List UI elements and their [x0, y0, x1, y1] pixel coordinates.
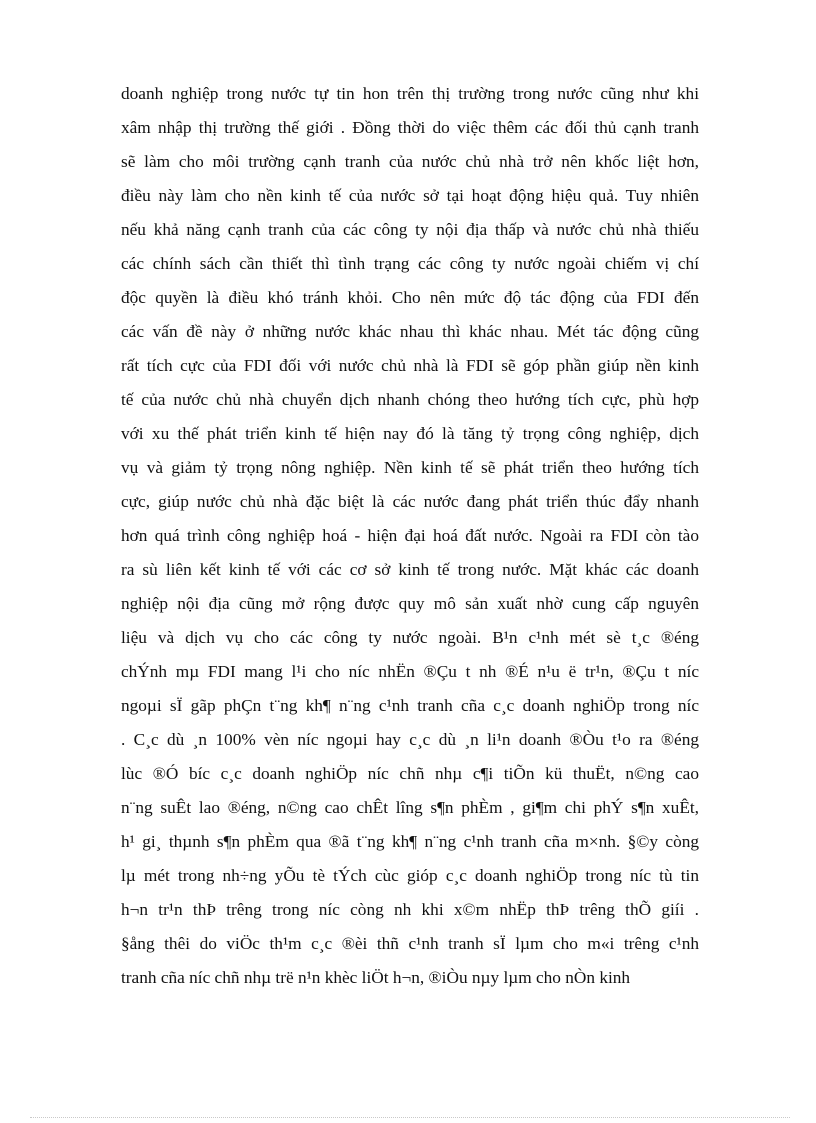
text-line: h¹ gi¸ thµnh s¶n phÈm qua ®ã t¨ng kh¶ n¨ng c¹nh tranh cña m×nh. §©y còng: [121, 832, 699, 851]
text-line: độc quyền là điều khó tránh khỏi. Cho nên mức độ tác động của FDI đến: [121, 288, 699, 307]
body-paragraph: [121, 77, 699, 995]
text-line: xâm nhập thị trường thế giới . Đồng thời do việc thêm các đối thủ cạnh tranh: [121, 118, 699, 137]
text-line: ngoµi sÏ gãp phÇn t¨ng kh¶ n¨ng c¹nh tranh cña c¸c doanh nghiÖp trong níc: [121, 696, 699, 715]
text-line: liệu và dịch vụ cho các công ty nước ngoài. B¹n c¹nh mét sè t¸c ®éng: [121, 628, 699, 647]
text-line: vụ và giảm tỷ trọng nông nghiệp. Nền kinh tế sẽ phát triển theo hướng tích: [121, 458, 699, 477]
text-line: ra sù liên kết kinh tế với các cơ sở kinh tế trong nước. Mặt khác các doanh: [121, 560, 699, 579]
text-line: lùc ®Ó bíc c¸c doanh nghiÖp níc chñ nhµ c¶i tiÕn kü thuËt, n©ng cao: [121, 764, 699, 783]
text-line: doanh nghiệp trong nước tự tin hon trên thị trường trong nước cũng như khi: [121, 84, 699, 103]
text-line: tranh cña níc chñ nhµ trë n¹n khèc liÖt h¬n, ®iÒu nµy lµm cho nÒn kinh: [121, 968, 631, 987]
text-line: n¨ng suÊt lao ®éng, n©ng cao chÊt lîng s¶n phÈm , gi¶m chi phÝ s¶n xuÊt,: [121, 798, 699, 817]
text-line: các chính sách cần thiết thì tình trạng các công ty nước ngoài chiếm vị chí: [121, 254, 699, 273]
text-line: điều này làm cho nền kinh tế của nước sở tại hoạt động hiệu quả. Tuy nhiên: [121, 186, 699, 205]
text-line: . C¸c dù ¸n 100% vèn níc ngoµi hay c¸c dù ¸n li¹n doanh ®Òu t¹o ra ®éng: [121, 730, 699, 749]
text-line: với xu thế phát triển kinh tế hiện nay đó là tăng tỷ trọng công nghiệp, dịch: [121, 424, 699, 443]
text-line: sẽ làm cho môi trường cạnh tranh của nước chủ nhà trở nên khốc liệt hơn,: [121, 152, 699, 171]
text-line: rất tích cực của FDI đối với nước chủ nhà là FDI sẽ góp phần giúp nền kinh: [121, 356, 699, 375]
text-line: §ång thêi do viÖc th¹m c¸c ®èi thñ c¹nh tranh sÏ lµm cho m«i trêng c¹nh: [121, 934, 699, 953]
text-line: chÝnh mµ FDI mang l¹i cho níc nhËn ®Çu t nh ®É n¹u ë tr¹n, ®Çu t níc: [121, 662, 699, 681]
text-line: các vấn đề này ở những nước khác nhau thì khác nhau. Mét tác động cũng: [121, 322, 699, 341]
text-line: nếu khả năng cạnh tranh của các công ty nội địa thấp và nước chủ nhà thiếu: [121, 220, 699, 239]
text-line: cực, giúp nước chủ nhà đặc biệt là các nước đang phát triển thúc đẩy nhanh: [121, 492, 699, 511]
text-line: h¬n tr¹n thÞ trêng trong níc còng nh khi x©m nhËp thÞ trêng thÕ giíi .: [121, 900, 699, 919]
page-bottom-divider: [30, 1117, 790, 1118]
text-line: hơn quá trình công nghiệp hoá - hiện đại hoá đất nước. Ngoài ra FDI còn tào: [121, 526, 699, 545]
text-line: nghiệp nội địa cũng mở rộng được quy mô sản xuất nhờ cung cấp nguyên: [121, 594, 699, 613]
text-line: lµ mét trong nh÷ng yÕu tè tÝch cùc gióp c¸c doanh nghiÖp trong níc tù tin: [121, 866, 699, 885]
text-line: tế của nước chủ nhà chuyển dịch nhanh chóng theo hướng tích cực, phù hợp: [121, 390, 699, 409]
